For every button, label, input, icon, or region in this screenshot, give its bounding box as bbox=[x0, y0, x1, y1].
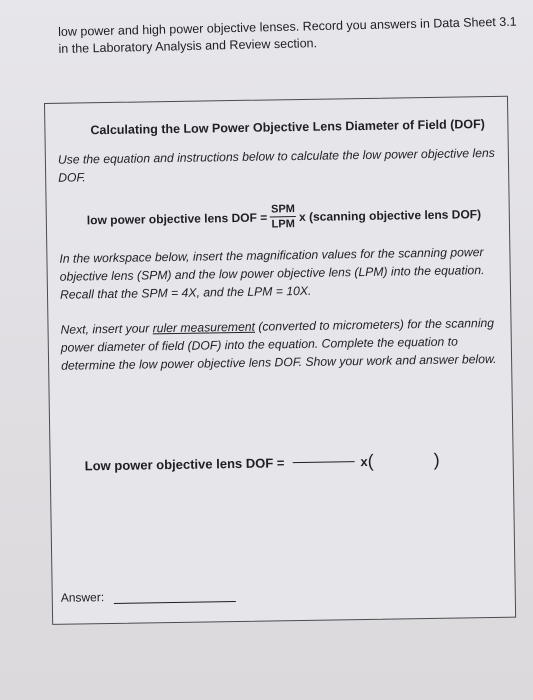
answer-label: Answer: bbox=[60, 590, 105, 605]
ruler-measurement-term: ruler measurement bbox=[152, 319, 256, 336]
dof-calculation-box bbox=[44, 96, 516, 625]
ruler-paragraph bbox=[60, 314, 501, 375]
open-paren: ( bbox=[367, 450, 374, 471]
formula-numerator: SPM bbox=[270, 203, 296, 217]
intro-line-2: in the Laboratory Analysis and Review section. bbox=[58, 36, 318, 56]
formula-fraction bbox=[270, 203, 296, 230]
answer-row bbox=[61, 588, 237, 605]
instructions-paragraph: Use the equation and instructions below to calculate the low power objective lens DOF. bbox=[57, 145, 495, 185]
fraction-blank[interactable] bbox=[292, 461, 354, 463]
dof-formula bbox=[87, 200, 482, 233]
intro-line-1: low power and high power objective lenses. Record you answers in Data Sheet 3.1 bbox=[58, 14, 517, 39]
formula-rhs: x (scanning objective lens DOF) bbox=[298, 206, 482, 224]
ruler-paragraph-start: Next, insert your bbox=[60, 321, 153, 337]
dof-line-label: Low power objective lens DOF = bbox=[84, 455, 285, 474]
box-title: Calculating the Low Power Objective Lens Diameter of Field (DOF) bbox=[90, 117, 486, 138]
low-power-dof-equation bbox=[85, 450, 440, 477]
workspace-paragraph: In the workspace below, insert the magnification values for the scanning power objective lens (SPM) and the low power objective lens (LPM) into the equation. Recall that the SPM = 4X, and the LPM = 10X. bbox=[59, 245, 485, 302]
formula-denominator: LPM bbox=[271, 218, 295, 231]
scanning-dof-blank[interactable] bbox=[374, 460, 434, 461]
close-paren: ) bbox=[433, 449, 440, 470]
times-sign: x bbox=[360, 453, 368, 470]
intro-text bbox=[58, 13, 529, 58]
ruler-paragraph-end: (converted to micrometers) for the scanning power diameter of field (DOF) into the equation. Complete the equation to determine the low power objective lens DOF. Show your work and answer below. bbox=[60, 315, 497, 373]
formula-lhs: low power objective lens DOF = bbox=[86, 210, 268, 227]
answer-blank[interactable] bbox=[114, 601, 236, 604]
